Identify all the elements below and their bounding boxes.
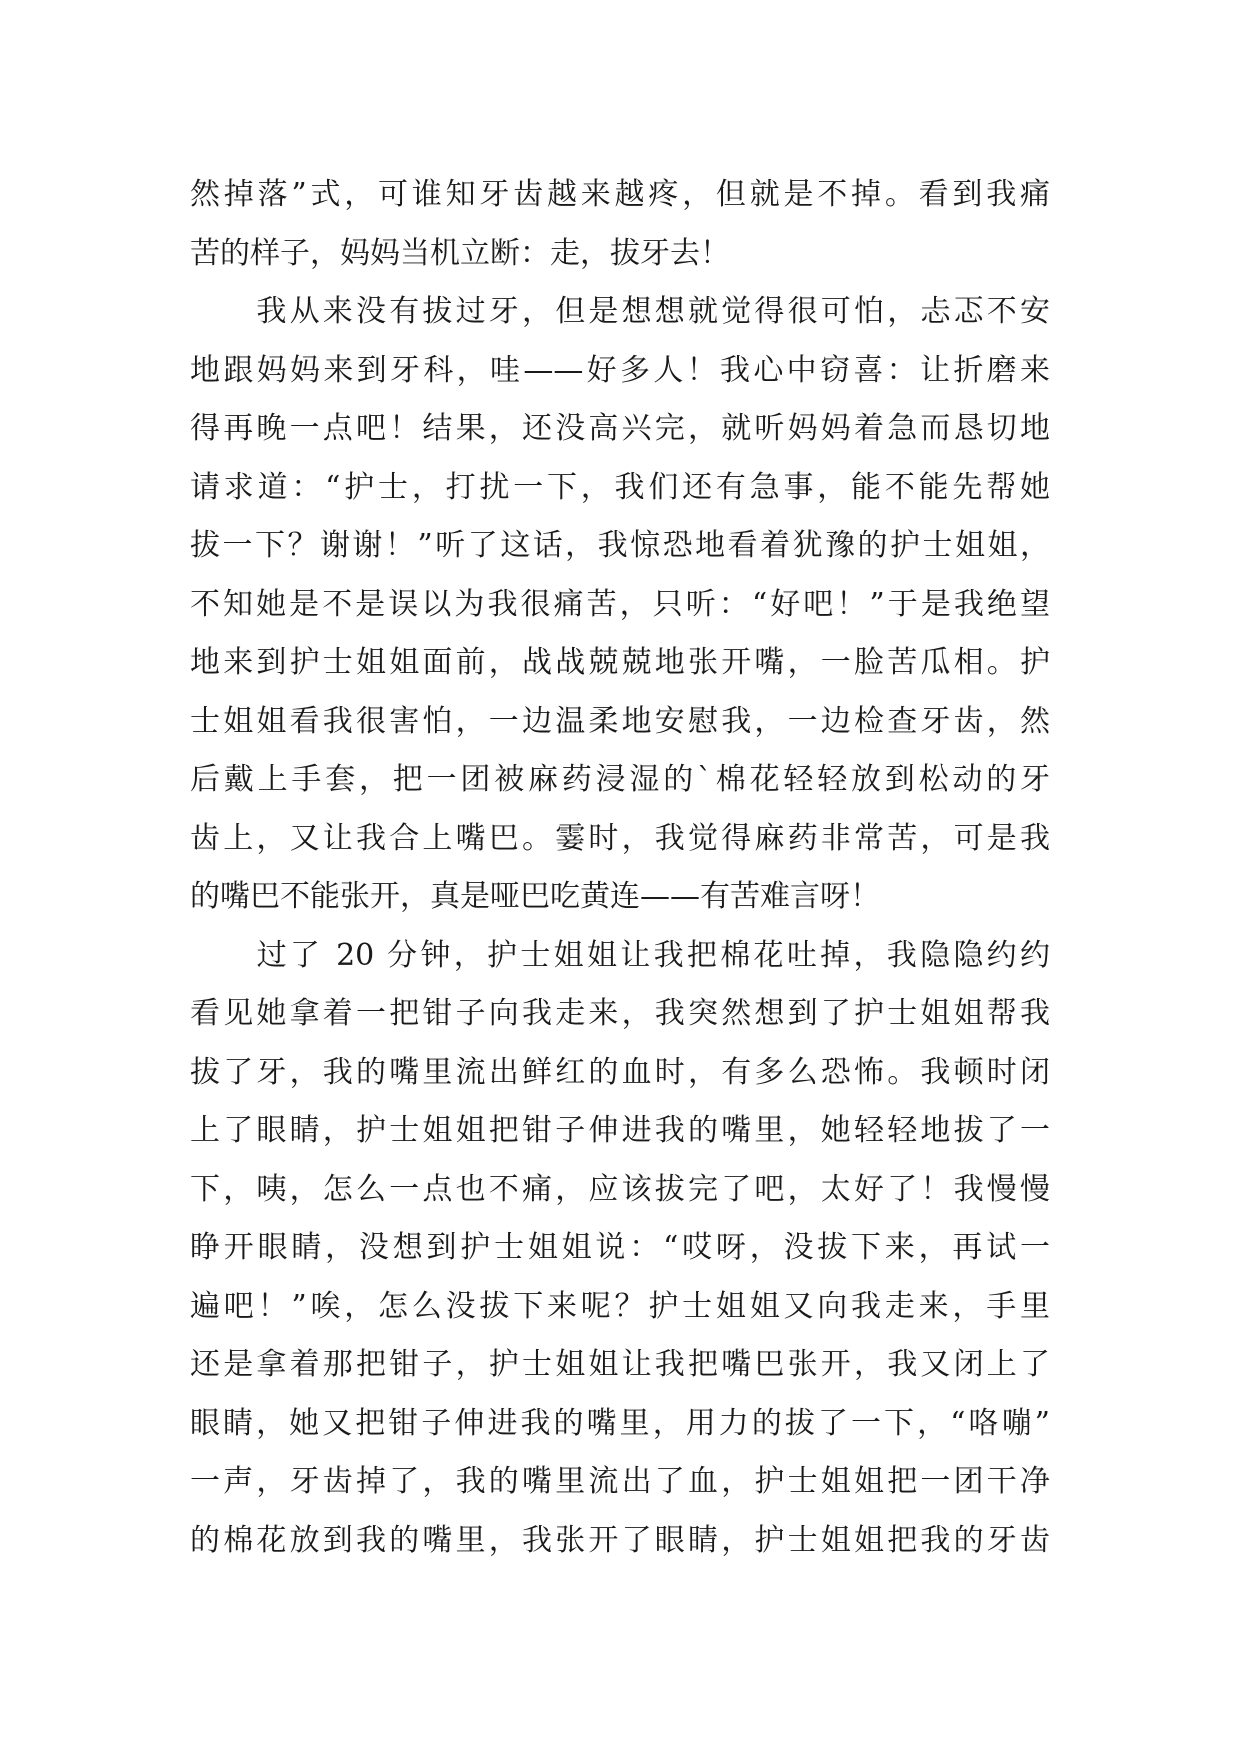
text-line: 的棉花放到我的嘴里，我张开了眼睛，护士姐姐把我的牙齿 [190, 1522, 1050, 1558]
text-line: 齿上，又让我合上嘴巴。霎时，我觉得麻药非常苦，可是我 [190, 820, 1050, 856]
text-line: 睁开眼睛，没想到护士姐姐说：“哎呀，没拔下来，再试一 [190, 1230, 1050, 1265]
text-line: 下，咦，怎么一点也不痛，应该拔完了吧，太好了！我慢慢 [190, 1171, 1050, 1207]
text-line: 不知她是不是误以为我很痛苦，只听：“好吧！”于是我绝望 [190, 586, 1050, 622]
text-line: 遍吧！”唉，怎么没拔下来呢？护士姐姐又向我走来，手里 [190, 1288, 1050, 1324]
text-line: 眼睛，她又把钳子伸进我的嘴里，用力的拔了一下，“咯嘣” [190, 1405, 1050, 1441]
text-line: 地来到护士姐姐面前，战战兢兢地张开嘴，一脸苦瓜相。护 [190, 645, 1050, 680]
text-line: 过了 20 分钟，护士姐姐让我把棉花吐掉，我隐隐约约 [190, 937, 1050, 973]
text-line: 的嘴巴不能张开，真是哑巴吃黄连——有苦难言呀！ [190, 879, 880, 914]
text-line: 拔了牙，我的嘴里流出鲜红的血时，有多么恐怖。我顿时闭 [190, 1054, 1050, 1090]
text-line: 地跟妈妈来到牙科，哇——好多人！我心中窃喜：让折磨来 [190, 352, 1050, 388]
text-line: 后戴上手套，把一团被麻药浸湿的`棉花轻轻放到松动的牙 [190, 762, 1050, 797]
text-line: 看见她拿着一把钳子向我走来，我突然想到了护士姐姐帮我 [190, 996, 1050, 1031]
text-line: 一声，牙齿掉了，我的嘴里流出了血，护士姐姐把一团干净 [190, 1464, 1050, 1499]
text-line: 拔一下？谢谢！”听了这话，我惊恐地看着犹豫的护士姐姐， [190, 528, 1050, 563]
text-line: 然掉落”式，可谁知牙齿越来越疼，但就是不掉。看到我痛 [190, 177, 1050, 212]
document-body [190, 166, 1050, 1570]
text-line: 请求道：“护士，打扰一下，我们还有急事，能不能先帮她 [190, 469, 1050, 505]
text-line: 还是拿着那把钳子，护士姐姐让我把嘴巴张开，我又闭上了 [190, 1347, 1050, 1382]
text-line: 士姐姐看我很害怕，一边温柔地安慰我，一边检查牙齿，然 [190, 703, 1050, 739]
paragraph-1 [190, 166, 1050, 283]
text-line: 上了眼睛，护士姐姐把钳子伸进我的嘴里，她轻轻地拔了一 [190, 1113, 1050, 1148]
text-line: 我从来没有拔过牙，但是想想就觉得很可怕，忐忑不安 [190, 294, 1050, 329]
paragraph-2 [190, 283, 1050, 927]
text-line: 得再晚一点吧！结果，还没高兴完，就听妈妈着急而恳切地 [190, 411, 1050, 446]
paragraph-3 [190, 927, 1050, 1571]
text-line: 苦的样子，妈妈当机立断：走，拔牙去！ [190, 235, 730, 271]
